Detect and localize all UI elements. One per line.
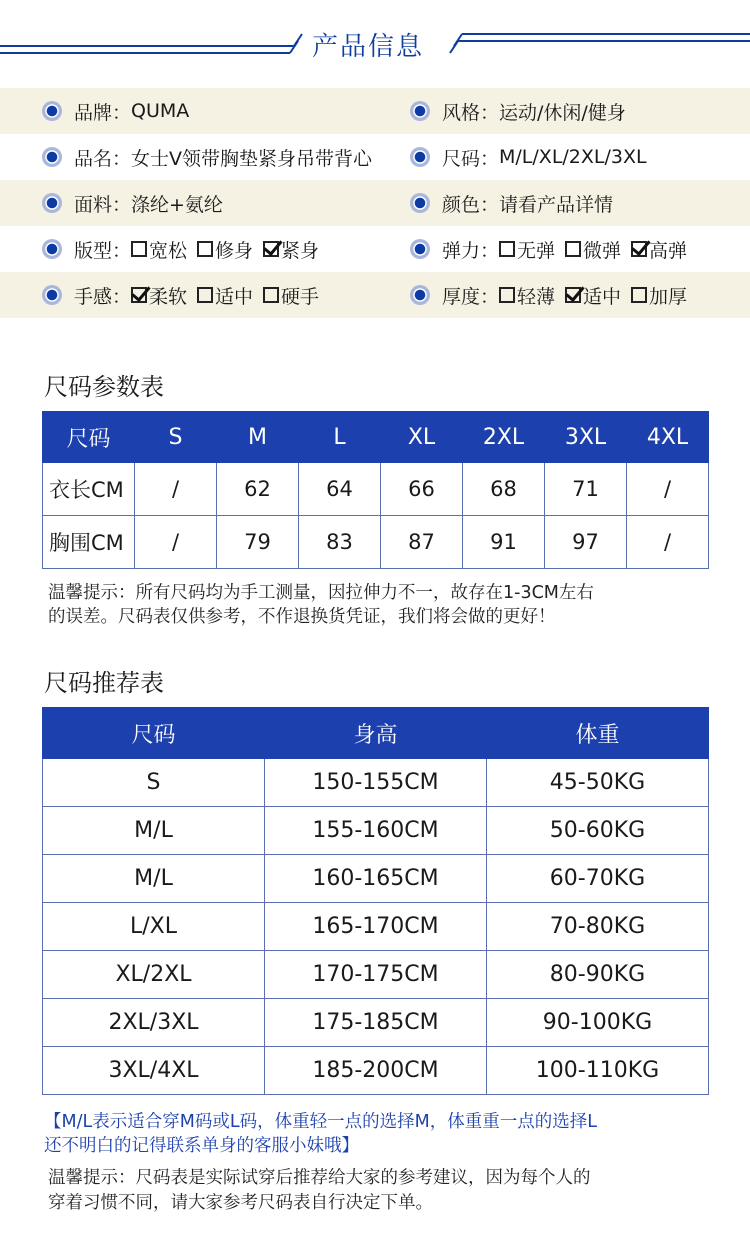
style-value: 运动/休闲/健身	[499, 101, 626, 124]
size-table-title: 尺码参数表	[44, 373, 164, 401]
table-cell: 66	[381, 463, 463, 516]
elasticity-option[interactable]	[499, 236, 555, 263]
row-header-cell: 2XL/3XL	[43, 999, 265, 1047]
header-cell: 尺码	[43, 708, 265, 759]
table-cell: 91	[463, 516, 545, 569]
table-cell: /	[627, 516, 709, 569]
brand-label: 品牌：	[74, 101, 132, 124]
product-name-label: 品名：	[74, 147, 132, 170]
bullet-icon	[410, 101, 430, 121]
size-tip-line-2: 的误差。尺码表仅供参考，不作退换货凭证，我们将会做的更好！	[48, 607, 556, 627]
bullet-icon	[42, 285, 62, 305]
table-cell: 83	[299, 516, 381, 569]
fit-option-label: 宽松	[149, 239, 188, 262]
table-cell: 165-170CM	[265, 903, 487, 951]
fit-option[interactable]	[131, 236, 187, 263]
size-parameter-table	[42, 411, 709, 569]
bullet-icon	[42, 239, 62, 259]
row-header-cell: S	[43, 759, 265, 807]
thickness-option[interactable]	[565, 282, 621, 309]
size-note-line-1: 【M/L表示适合穿M码或L码，体重轻一点的选择M，体重重一点的选择L	[44, 1112, 597, 1132]
fabric-value: 涤纶+氨纶	[131, 193, 223, 216]
header-cell: 体重	[487, 708, 709, 759]
table-cell: 68	[463, 463, 545, 516]
bullet-icon	[42, 147, 62, 167]
header-cell: M	[217, 412, 299, 463]
checked-checkbox-icon[interactable]	[631, 241, 647, 257]
table-cell: 90-100KG	[487, 999, 709, 1047]
table-row	[43, 903, 709, 951]
table-cell: 150-155CM	[265, 759, 487, 807]
thickness-option-label: 加厚	[649, 285, 688, 308]
info-row	[0, 272, 750, 318]
table-row	[43, 807, 709, 855]
checkbox-icon[interactable]	[263, 287, 279, 303]
rec-tip-line-1: 温馨提示：尺码表是实际试穿后推荐给大家的参考建议，因为每个人的	[48, 1168, 591, 1188]
table-row	[43, 1047, 709, 1095]
info-row	[0, 88, 750, 134]
table-cell: 185-200CM	[265, 1047, 487, 1095]
table-row	[43, 463, 709, 516]
checked-checkbox-icon[interactable]	[263, 241, 279, 257]
table-cell: 62	[217, 463, 299, 516]
section-header	[0, 0, 750, 80]
checkbox-icon[interactable]	[565, 241, 581, 257]
checked-checkbox-icon[interactable]	[565, 287, 581, 303]
elasticity-label: 弹力：	[442, 239, 500, 262]
thickness-options	[499, 282, 697, 309]
table-cell: 100-110KG	[487, 1047, 709, 1095]
checkbox-icon[interactable]	[197, 241, 213, 257]
header-cell: 尺码	[43, 412, 135, 463]
table-cell: /	[135, 516, 217, 569]
elasticity-option-label: 高弹	[649, 239, 688, 262]
table-row	[43, 999, 709, 1047]
table-cell: 175-185CM	[265, 999, 487, 1047]
row-header-cell: M/L	[43, 807, 265, 855]
checkbox-icon[interactable]	[631, 287, 647, 303]
bullet-icon	[410, 239, 430, 259]
table-cell: 70-80KG	[487, 903, 709, 951]
elasticity-option-label: 无弹	[517, 239, 556, 262]
bullet-icon	[42, 193, 62, 213]
table-cell: 87	[381, 516, 463, 569]
rec-tip-line-2: 穿着习惯不同，请大家参考尺码表自行决定下单。	[48, 1193, 433, 1213]
elasticity-option[interactable]	[631, 236, 687, 263]
color-value: 请看产品详情	[499, 193, 614, 216]
header-cell: L	[299, 412, 381, 463]
thickness-option-label: 轻薄	[517, 285, 556, 308]
elasticity-option[interactable]	[565, 236, 621, 263]
table-cell: /	[627, 463, 709, 516]
table-cell: 50-60KG	[487, 807, 709, 855]
table-row	[43, 951, 709, 999]
row-header-cell: 衣长CM	[43, 463, 135, 516]
checkbox-icon[interactable]	[499, 287, 515, 303]
feel-option[interactable]	[131, 282, 187, 309]
header-cell: 3XL	[545, 412, 627, 463]
row-header-cell: 3XL/4XL	[43, 1047, 265, 1095]
table-header-row	[43, 708, 709, 759]
color-label: 颜色：	[442, 193, 500, 216]
product-name-value: 女士V领带胸垫紧身吊带背心	[131, 147, 373, 170]
sizes-value: M/L/XL/2XL/3XL	[499, 146, 647, 168]
header-cell: 2XL	[463, 412, 545, 463]
thickness-option[interactable]	[499, 282, 555, 309]
table-header-row	[43, 412, 709, 463]
row-header-cell: L/XL	[43, 903, 265, 951]
table-cell: 60-70KG	[487, 855, 709, 903]
bullet-icon	[410, 193, 430, 213]
info-row	[0, 226, 750, 272]
table-row	[43, 855, 709, 903]
header-cell: S	[135, 412, 217, 463]
feel-option[interactable]	[263, 282, 319, 309]
header-cell: XL	[381, 412, 463, 463]
feel-option[interactable]	[197, 282, 253, 309]
table-cell: 155-160CM	[265, 807, 487, 855]
bullet-icon	[42, 101, 62, 121]
feel-option-label: 硬手	[281, 285, 320, 308]
size-note-line-2: 还不明白的记得联系单身的客服小妹哦】	[44, 1136, 359, 1156]
header-cell: 4XL	[627, 412, 709, 463]
table-cell: 71	[545, 463, 627, 516]
info-row	[0, 134, 750, 180]
fit-option[interactable]	[197, 236, 253, 263]
table-cell: /	[135, 463, 217, 516]
checkbox-icon[interactable]	[197, 287, 213, 303]
elasticity-options	[499, 236, 697, 263]
feel-options	[131, 282, 329, 309]
row-header-cell: M/L	[43, 855, 265, 903]
fit-option-label: 紧身	[281, 239, 320, 262]
table-cell: 45-50KG	[487, 759, 709, 807]
checkbox-icon[interactable]	[131, 241, 147, 257]
feel-label: 手感：	[74, 285, 132, 308]
sizes-label: 尺码：	[442, 147, 500, 170]
size-recommendation-table	[42, 707, 709, 1095]
feel-option-label: 适中	[215, 285, 254, 308]
fit-option[interactable]	[263, 236, 319, 263]
fit-option-label: 修身	[215, 239, 254, 262]
thickness-label: 厚度：	[442, 285, 500, 308]
table-row	[43, 516, 709, 569]
table-row	[43, 759, 709, 807]
header-title: 产品信息	[312, 32, 425, 62]
table-cell: 160-165CM	[265, 855, 487, 903]
thickness-option[interactable]	[631, 282, 687, 309]
thickness-option-label: 适中	[583, 285, 622, 308]
elasticity-option-label: 微弹	[583, 239, 622, 262]
table-cell: 97	[545, 516, 627, 569]
table-cell: 80-90KG	[487, 951, 709, 999]
brand-value: QUMA	[131, 100, 190, 122]
size-tip-line-1: 温馨提示：所有尺码均为手工测量，因拉伸力不一，故存在1-3CM左右	[48, 583, 594, 603]
table-cell: 64	[299, 463, 381, 516]
table-cell: 79	[217, 516, 299, 569]
row-header-cell: 胸围CM	[43, 516, 135, 569]
header-cell: 身高	[265, 708, 487, 759]
checked-checkbox-icon[interactable]	[131, 287, 147, 303]
row-header-cell: XL/2XL	[43, 951, 265, 999]
bullet-icon	[410, 285, 430, 305]
bullet-icon	[410, 147, 430, 167]
fit-options	[131, 236, 329, 263]
fit-label: 版型：	[74, 239, 132, 262]
info-row	[0, 180, 750, 226]
style-label: 风格：	[442, 101, 500, 124]
checkbox-icon[interactable]	[499, 241, 515, 257]
product-info	[0, 88, 750, 318]
rec-table-title: 尺码推荐表	[44, 669, 164, 697]
feel-option-label: 柔软	[149, 285, 188, 308]
table-cell: 170-175CM	[265, 951, 487, 999]
fabric-label: 面料：	[74, 193, 132, 216]
